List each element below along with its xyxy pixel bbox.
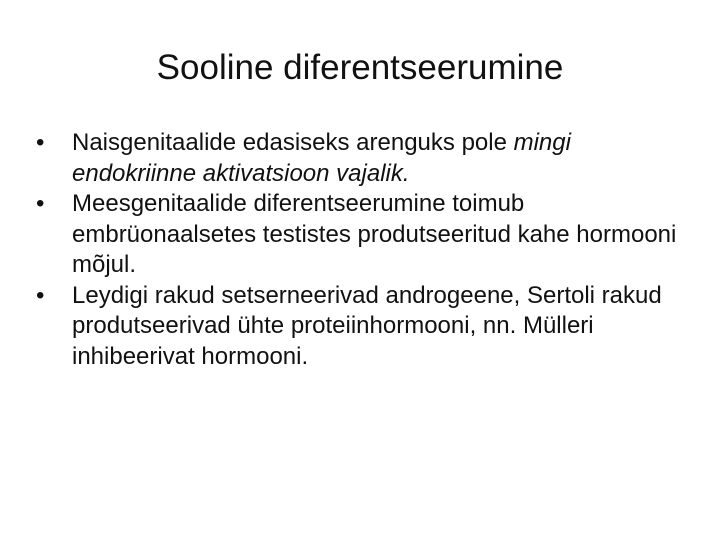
bullet-text: Leydigi rakud setserneerivad androgeene, Sertoli rakud produtseerivad ühte proteiinhormooni, nn. Mülleri inhibeerivat hormooni.	[72, 281, 662, 370]
bullet-item-3	[36, 281, 696, 373]
bullet-italic-text: mingi endokriinne aktivatsioon vajalik.	[72, 129, 571, 187]
bullet-marker: •	[36, 281, 45, 309]
bullet-item-2	[36, 189, 696, 281]
bullet-marker: •	[36, 190, 45, 217]
bullet-text: Meesgenitaalide diferentseerumine toimub embrüonaalsetes testistes produtseeritud kahe hormooni mõjul.	[72, 190, 677, 278]
bullet-marker: •	[36, 129, 45, 156]
bullet-list	[36, 128, 696, 372]
bullet-text: Naisgenitaalide edasiseks arenguks pole	[72, 129, 514, 156]
slide-title: Sooline diferentseerumine	[156, 48, 564, 87]
bullet-item-1	[36, 128, 696, 189]
